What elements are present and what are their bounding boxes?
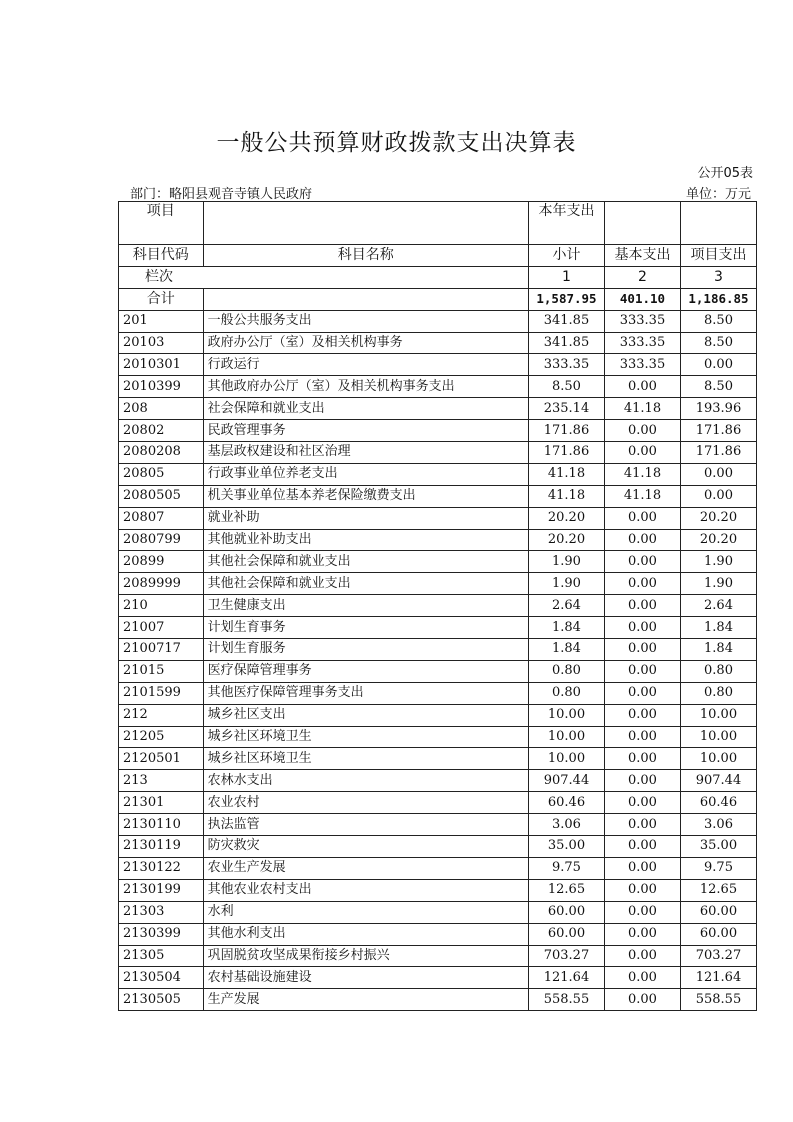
- row-code: 2130504: [119, 967, 204, 989]
- row-subtotal: 121.64: [528, 967, 604, 989]
- row-project: 171.86: [680, 420, 756, 442]
- row-subtotal: 1.84: [528, 639, 604, 661]
- row-subtotal: 35.00: [528, 836, 604, 858]
- row-project: 60.00: [680, 901, 756, 923]
- row-code: 2130505: [119, 989, 204, 1011]
- row-basic: 0.00: [604, 660, 680, 682]
- row-code: 2130122: [119, 857, 204, 879]
- row-name: 行政事业单位养老支出: [203, 463, 528, 485]
- row-name: 农业生产发展: [203, 857, 528, 879]
- table-row: [119, 463, 757, 485]
- row-basic: 0.00: [604, 748, 680, 770]
- row-name: 其他社会保障和就业支出: [203, 573, 528, 595]
- row-name: 计划生育服务: [203, 639, 528, 661]
- table-row: [119, 814, 757, 836]
- row-code: 210: [119, 595, 204, 617]
- row-project: 12.65: [680, 879, 756, 901]
- row-code: 2130399: [119, 923, 204, 945]
- row-project: 8.50: [680, 376, 756, 398]
- table-row: [119, 901, 757, 923]
- row-name: 城乡社区支出: [203, 704, 528, 726]
- row-name: 农村基础设施建设: [203, 967, 528, 989]
- department-label: 部门：略阳县观音寺镇人民政府: [130, 187, 313, 202]
- row-basic: 0.00: [604, 639, 680, 661]
- row-basic: 0.00: [604, 836, 680, 858]
- row-basic: 0.00: [604, 814, 680, 836]
- row-basic: 333.35: [604, 354, 680, 376]
- row-name: 社会保障和就业支出: [203, 398, 528, 420]
- row-subtotal: 341.85: [528, 310, 604, 332]
- row-code: 2010399: [119, 376, 204, 398]
- row-code: 2100717: [119, 639, 204, 661]
- row-subtotal: 60.00: [528, 901, 604, 923]
- row-code: 21305: [119, 945, 204, 967]
- row-basic: 0.00: [604, 792, 680, 814]
- row-project: 0.00: [680, 354, 756, 376]
- header-name: 科目名称: [203, 245, 528, 267]
- row-subtotal: 907.44: [528, 770, 604, 792]
- header-col2: 2: [604, 266, 680, 288]
- table-row: [119, 310, 757, 332]
- row-name: 民政管理事务: [203, 420, 528, 442]
- row-basic: 0.00: [604, 376, 680, 398]
- header-basic: 基本支出: [604, 245, 680, 267]
- row-subtotal: 2.64: [528, 595, 604, 617]
- row-project: 1.84: [680, 639, 756, 661]
- header-code: 科目代码: [119, 245, 204, 267]
- total-subtotal: 1,587.95: [528, 288, 604, 310]
- row-project: 171.86: [680, 442, 756, 464]
- row-code: 2080208: [119, 442, 204, 464]
- header-row-columns: [119, 245, 757, 267]
- row-subtotal: 8.50: [528, 376, 604, 398]
- row-basic: 0.00: [604, 726, 680, 748]
- header-project: 项目支出: [680, 245, 756, 267]
- row-project: 558.55: [680, 989, 756, 1011]
- row-basic: 0.00: [604, 595, 680, 617]
- row-project: 1.84: [680, 617, 756, 639]
- table-row: [119, 398, 757, 420]
- header-col3: 3: [680, 266, 756, 288]
- row-name: 医疗保障管理事务: [203, 660, 528, 682]
- row-subtotal: 333.35: [528, 354, 604, 376]
- header-subtotal: 小计: [528, 245, 604, 267]
- table-row: [119, 529, 757, 551]
- row-code: 21007: [119, 617, 204, 639]
- row-project: 10.00: [680, 726, 756, 748]
- row-subtotal: 41.18: [528, 485, 604, 507]
- row-basic: 41.18: [604, 485, 680, 507]
- row-code: 2130199: [119, 879, 204, 901]
- table-row: [119, 354, 757, 376]
- row-subtotal: 703.27: [528, 945, 604, 967]
- table-row: [119, 857, 757, 879]
- row-project: 1.90: [680, 551, 756, 573]
- row-basic: 0.00: [604, 573, 680, 595]
- row-project: 8.50: [680, 310, 756, 332]
- row-subtotal: 20.20: [528, 507, 604, 529]
- row-subtotal: 9.75: [528, 857, 604, 879]
- row-subtotal: 171.86: [528, 420, 604, 442]
- row-code: 2080799: [119, 529, 204, 551]
- row-subtotal: 171.86: [528, 442, 604, 464]
- unit-label: 单位：万元: [685, 187, 751, 202]
- table-row: [119, 376, 757, 398]
- row-basic: 41.18: [604, 463, 680, 485]
- row-name: 基层政权建设和社区治理: [203, 442, 528, 464]
- row-project: 907.44: [680, 770, 756, 792]
- row-project: 0.00: [680, 485, 756, 507]
- row-code: 2120501: [119, 748, 204, 770]
- row-subtotal: 60.46: [528, 792, 604, 814]
- row-project: 3.06: [680, 814, 756, 836]
- row-project: 60.00: [680, 923, 756, 945]
- row-project: 2.64: [680, 595, 756, 617]
- row-name: 计划生育事务: [203, 617, 528, 639]
- row-name: 农业农村: [203, 792, 528, 814]
- row-project: 0.80: [680, 660, 756, 682]
- row-basic: 0.00: [604, 923, 680, 945]
- row-subtotal: 41.18: [528, 463, 604, 485]
- budget-table: [118, 201, 757, 1011]
- row-project: 0.80: [680, 682, 756, 704]
- row-code: 21205: [119, 726, 204, 748]
- row-code: 21015: [119, 660, 204, 682]
- row-basic: 0.00: [604, 442, 680, 464]
- row-subtotal: 235.14: [528, 398, 604, 420]
- header-current-year: 本年支出: [528, 202, 604, 245]
- row-basic: 0.00: [604, 682, 680, 704]
- row-project: 20.20: [680, 507, 756, 529]
- row-subtotal: 3.06: [528, 814, 604, 836]
- table-row: [119, 420, 757, 442]
- row-subtotal: 1.84: [528, 617, 604, 639]
- header-col1: 1: [528, 266, 604, 288]
- row-name: 城乡社区环境卫生: [203, 726, 528, 748]
- row-subtotal: 1.90: [528, 551, 604, 573]
- row-name: 其他农业农村支出: [203, 879, 528, 901]
- row-subtotal: 12.65: [528, 879, 604, 901]
- row-project: 35.00: [680, 836, 756, 858]
- header-item: 项目: [119, 202, 204, 245]
- row-basic: 0.00: [604, 901, 680, 923]
- row-code: 2101599: [119, 682, 204, 704]
- row-code: 212: [119, 704, 204, 726]
- row-subtotal: 10.00: [528, 726, 604, 748]
- row-name: 其他就业补助支出: [203, 529, 528, 551]
- row-name: 执法监管: [203, 814, 528, 836]
- row-code: 20805: [119, 463, 204, 485]
- header-blank-project: [680, 202, 756, 245]
- row-project: 703.27: [680, 945, 756, 967]
- row-subtotal: 341.85: [528, 332, 604, 354]
- total-label: 合计: [119, 288, 204, 310]
- row-name: 防灾救灾: [203, 836, 528, 858]
- row-project: 10.00: [680, 704, 756, 726]
- row-project: 8.50: [680, 332, 756, 354]
- row-name: 卫生健康支出: [203, 595, 528, 617]
- row-subtotal: 558.55: [528, 989, 604, 1011]
- row-basic: 0.00: [604, 857, 680, 879]
- table-row: [119, 639, 757, 661]
- row-basic: 0.00: [604, 967, 680, 989]
- total-name-blank: [203, 288, 528, 310]
- table-row: [119, 792, 757, 814]
- row-name: 行政运行: [203, 354, 528, 376]
- row-name: 一般公共服务支出: [203, 310, 528, 332]
- header-index-label: [119, 266, 529, 288]
- row-subtotal: 1.90: [528, 573, 604, 595]
- table-row: [119, 595, 757, 617]
- row-name: 政府办公厅（室）及相关机构事务: [203, 332, 528, 354]
- row-subtotal: 0.80: [528, 682, 604, 704]
- row-name: 其他医疗保障管理事务支出: [203, 682, 528, 704]
- row-project: 121.64: [680, 967, 756, 989]
- row-subtotal: 60.00: [528, 923, 604, 945]
- row-basic: 0.00: [604, 551, 680, 573]
- header-blank: [203, 202, 528, 245]
- row-name: 机关事业单位基本养老保险缴费支出: [203, 485, 528, 507]
- row-basic: 333.35: [604, 332, 680, 354]
- table-row: [119, 507, 757, 529]
- row-code: 213: [119, 770, 204, 792]
- page-title: 一般公共预算财政拨款支出决算表: [216, 130, 577, 156]
- row-basic: 0.00: [604, 704, 680, 726]
- row-name: 农林水支出: [203, 770, 528, 792]
- row-basic: 0.00: [604, 945, 680, 967]
- total-project: 1,186.85: [680, 288, 756, 310]
- row-subtotal: 20.20: [528, 529, 604, 551]
- table-row: [119, 726, 757, 748]
- row-basic: 0.00: [604, 507, 680, 529]
- row-basic: 0.00: [604, 770, 680, 792]
- table-row: [119, 442, 757, 464]
- total-basic: 401.10: [604, 288, 680, 310]
- table-row: [119, 836, 757, 858]
- row-project: 10.00: [680, 748, 756, 770]
- index-label-text: 栏次: [145, 269, 173, 286]
- row-code: 2130119: [119, 836, 204, 858]
- table-number: 公开05表: [697, 166, 753, 181]
- row-code: 20802: [119, 420, 204, 442]
- row-code: 20807: [119, 507, 204, 529]
- row-name: 城乡社区环境卫生: [203, 748, 528, 770]
- row-name: 其他水利支出: [203, 923, 528, 945]
- row-basic: 0.00: [604, 529, 680, 551]
- table-row: [119, 923, 757, 945]
- row-basic: 0.00: [604, 989, 680, 1011]
- table-row: [119, 879, 757, 901]
- table-row: [119, 748, 757, 770]
- table-row: [119, 551, 757, 573]
- table-row: [119, 660, 757, 682]
- row-subtotal: 10.00: [528, 748, 604, 770]
- table-row: [119, 967, 757, 989]
- row-code: 20103: [119, 332, 204, 354]
- row-project: 9.75: [680, 857, 756, 879]
- row-code: 201: [119, 310, 204, 332]
- table-row: [119, 332, 757, 354]
- row-project: 20.20: [680, 529, 756, 551]
- table-row: [119, 682, 757, 704]
- row-code: 2080505: [119, 485, 204, 507]
- row-code: 21301: [119, 792, 204, 814]
- row-subtotal: 0.80: [528, 660, 604, 682]
- table-row: [119, 485, 757, 507]
- table-row: [119, 704, 757, 726]
- row-project: 193.96: [680, 398, 756, 420]
- row-code: 21303: [119, 901, 204, 923]
- row-name: 就业补助: [203, 507, 528, 529]
- row-basic: 333.35: [604, 310, 680, 332]
- table-row: [119, 770, 757, 792]
- table-row: [119, 573, 757, 595]
- header-row-index: [119, 266, 757, 288]
- row-code: 2130110: [119, 814, 204, 836]
- total-row: [119, 288, 757, 310]
- row-name: 巩固脱贫攻坚成果衔接乡村振兴: [203, 945, 528, 967]
- table-row: [119, 617, 757, 639]
- row-basic: 0.00: [604, 617, 680, 639]
- table-row: [119, 989, 757, 1011]
- row-project: 0.00: [680, 463, 756, 485]
- row-code: 20899: [119, 551, 204, 573]
- row-basic: 0.00: [604, 420, 680, 442]
- row-name: 其他政府办公厅（室）及相关机构事务支出: [203, 376, 528, 398]
- row-code: 2010301: [119, 354, 204, 376]
- row-project: 1.90: [680, 573, 756, 595]
- header-blank-basic: [604, 202, 680, 245]
- row-project: 60.46: [680, 792, 756, 814]
- header-row-item: [119, 202, 757, 245]
- row-code: 2089999: [119, 573, 204, 595]
- row-name: 其他社会保障和就业支出: [203, 551, 528, 573]
- row-name: 生产发展: [203, 989, 528, 1011]
- row-basic: 0.00: [604, 879, 680, 901]
- row-subtotal: 10.00: [528, 704, 604, 726]
- row-basic: 41.18: [604, 398, 680, 420]
- row-code: 208: [119, 398, 204, 420]
- table-row: [119, 945, 757, 967]
- row-name: 水利: [203, 901, 528, 923]
